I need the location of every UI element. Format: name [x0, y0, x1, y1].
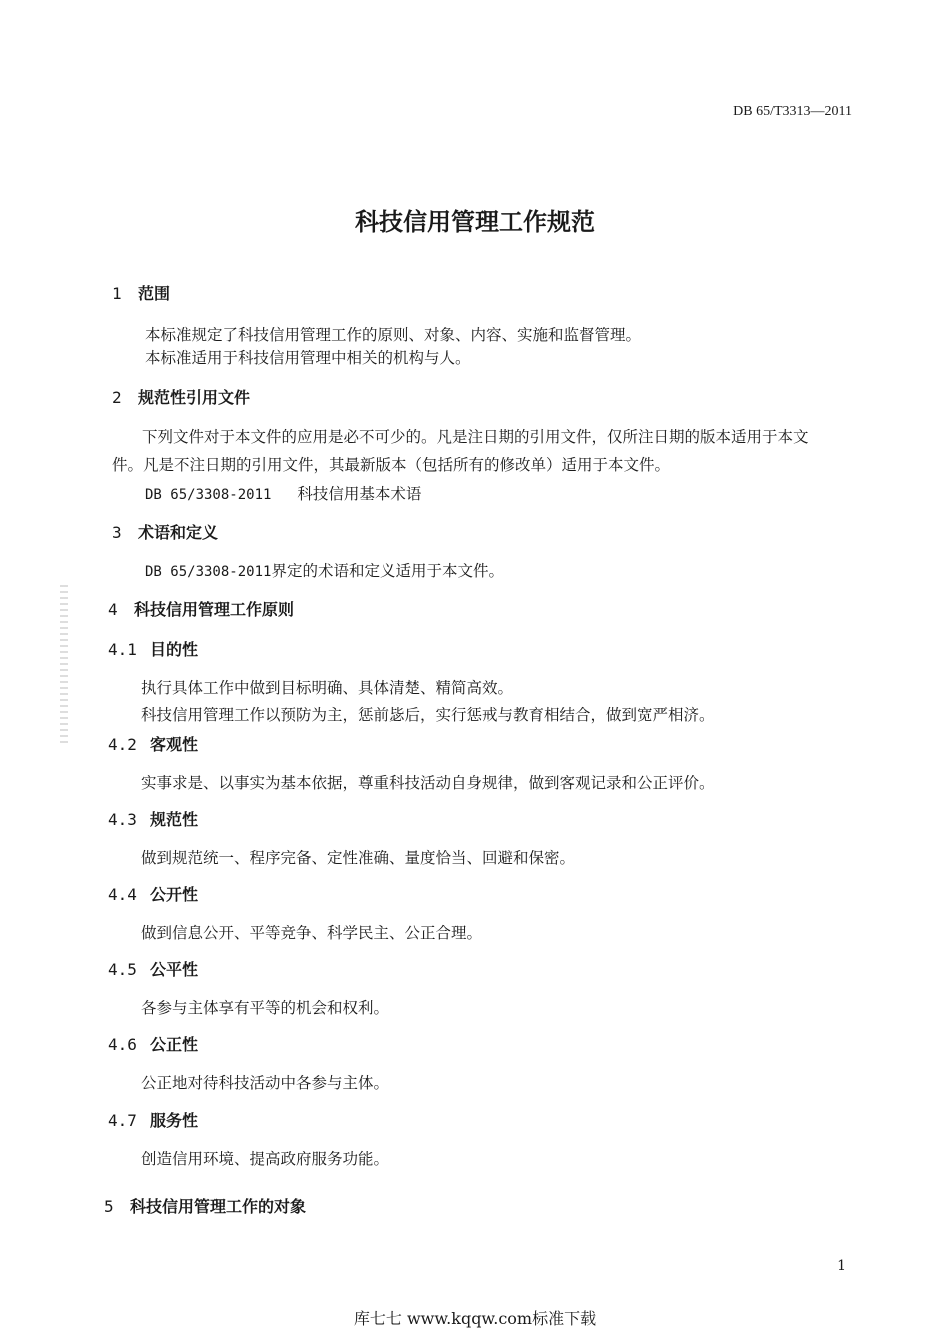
paragraph: 做到信息公开、平等竞争、科学民主、公正合理。 — [141, 924, 483, 942]
section-title: 术语和定义 — [138, 523, 219, 542]
section-title: 科技信用管理工作原则 — [134, 600, 295, 619]
paragraph: DB 65/3308-2011界定的术语和定义适用于本文件。 — [145, 562, 504, 580]
paragraph: 实事求是、以事实为基本依据，尊重科技活动自身规律，做到客观记录和公正评价。 — [141, 774, 715, 792]
section-4-heading — [108, 597, 294, 620]
paragraph: 做到规范统一、程序完备、定性准确、量度恰当、回避和保密。 — [141, 849, 576, 867]
subsection-4-1-heading: 4.1 目的性 — [108, 640, 199, 659]
reference-code: DB 65/3308-2011 — [145, 564, 272, 580]
section-5-heading — [104, 1194, 306, 1217]
subsection-4-5-heading: 4.5 公平性 — [108, 960, 199, 979]
paragraph: 执行具体工作中做到目标明确、具体清楚、精简高效。 — [141, 679, 514, 697]
standard-code: DB 65/T3313—2011 — [733, 104, 852, 119]
section-number: 5 — [104, 1197, 114, 1216]
section-title: 规范性引用文件 — [138, 388, 251, 407]
section-3-heading — [112, 520, 218, 543]
section-number: 3 — [112, 523, 122, 542]
section-title: 范围 — [138, 284, 171, 303]
section-2-heading — [112, 385, 250, 408]
footer-watermark: 库七七 www.kqqw.com标准下载 — [353, 1309, 597, 1328]
subsection-4-3-heading: 4.3 规范性 — [108, 810, 199, 829]
section-title: 科技信用管理工作的对象 — [130, 1197, 307, 1216]
section-number: 1 — [112, 284, 122, 303]
subsection-4-2-heading: 4.2 客观性 — [108, 735, 199, 754]
subsection-4-6-heading: 4.6 公正性 — [108, 1035, 199, 1054]
paragraph: 本标准适用于科技信用管理中相关的机构与人。 — [145, 349, 471, 367]
subsection-4-4-heading: 4.4 公开性 — [108, 885, 199, 904]
paragraph: 各参与主体享有平等的机会和权利。 — [141, 999, 390, 1017]
paragraph: 创造信用环境、提高政府服务功能。 — [141, 1150, 390, 1168]
page-number: 1 — [837, 1258, 846, 1274]
reference-code: DB 65/3308-2011 — [145, 487, 272, 503]
paragraph: 公正地对待科技活动中各参与主体。 — [141, 1074, 390, 1092]
scan-artifact — [60, 585, 68, 745]
normative-reference — [145, 480, 421, 509]
document-title: 科技信用管理工作规范 — [355, 208, 595, 236]
section-1-heading — [112, 281, 170, 304]
section-number: 4 — [108, 600, 118, 619]
paragraph: 本标准规定了科技信用管理工作的原则、对象、内容、实施和监督管理。 — [145, 326, 642, 344]
subsection-4-7-heading: 4.7 服务性 — [108, 1111, 199, 1130]
reference-title: 科技信用基本术语 — [297, 485, 422, 503]
section-number: 2 — [112, 388, 122, 407]
paragraph: 科技信用管理工作以预防为主，惩前毖后，实行惩戒与教育相结合，做到宽严相济。 — [141, 706, 715, 724]
paragraph: 下列文件对于本文件的应用是必不可少的。凡是注日期的引用文件，仅所注日期的版本适用于本文件。凡是不注日期的引用文件，其最新版本（包括所有的修改单）适用于本文件。 — [112, 428, 809, 474]
